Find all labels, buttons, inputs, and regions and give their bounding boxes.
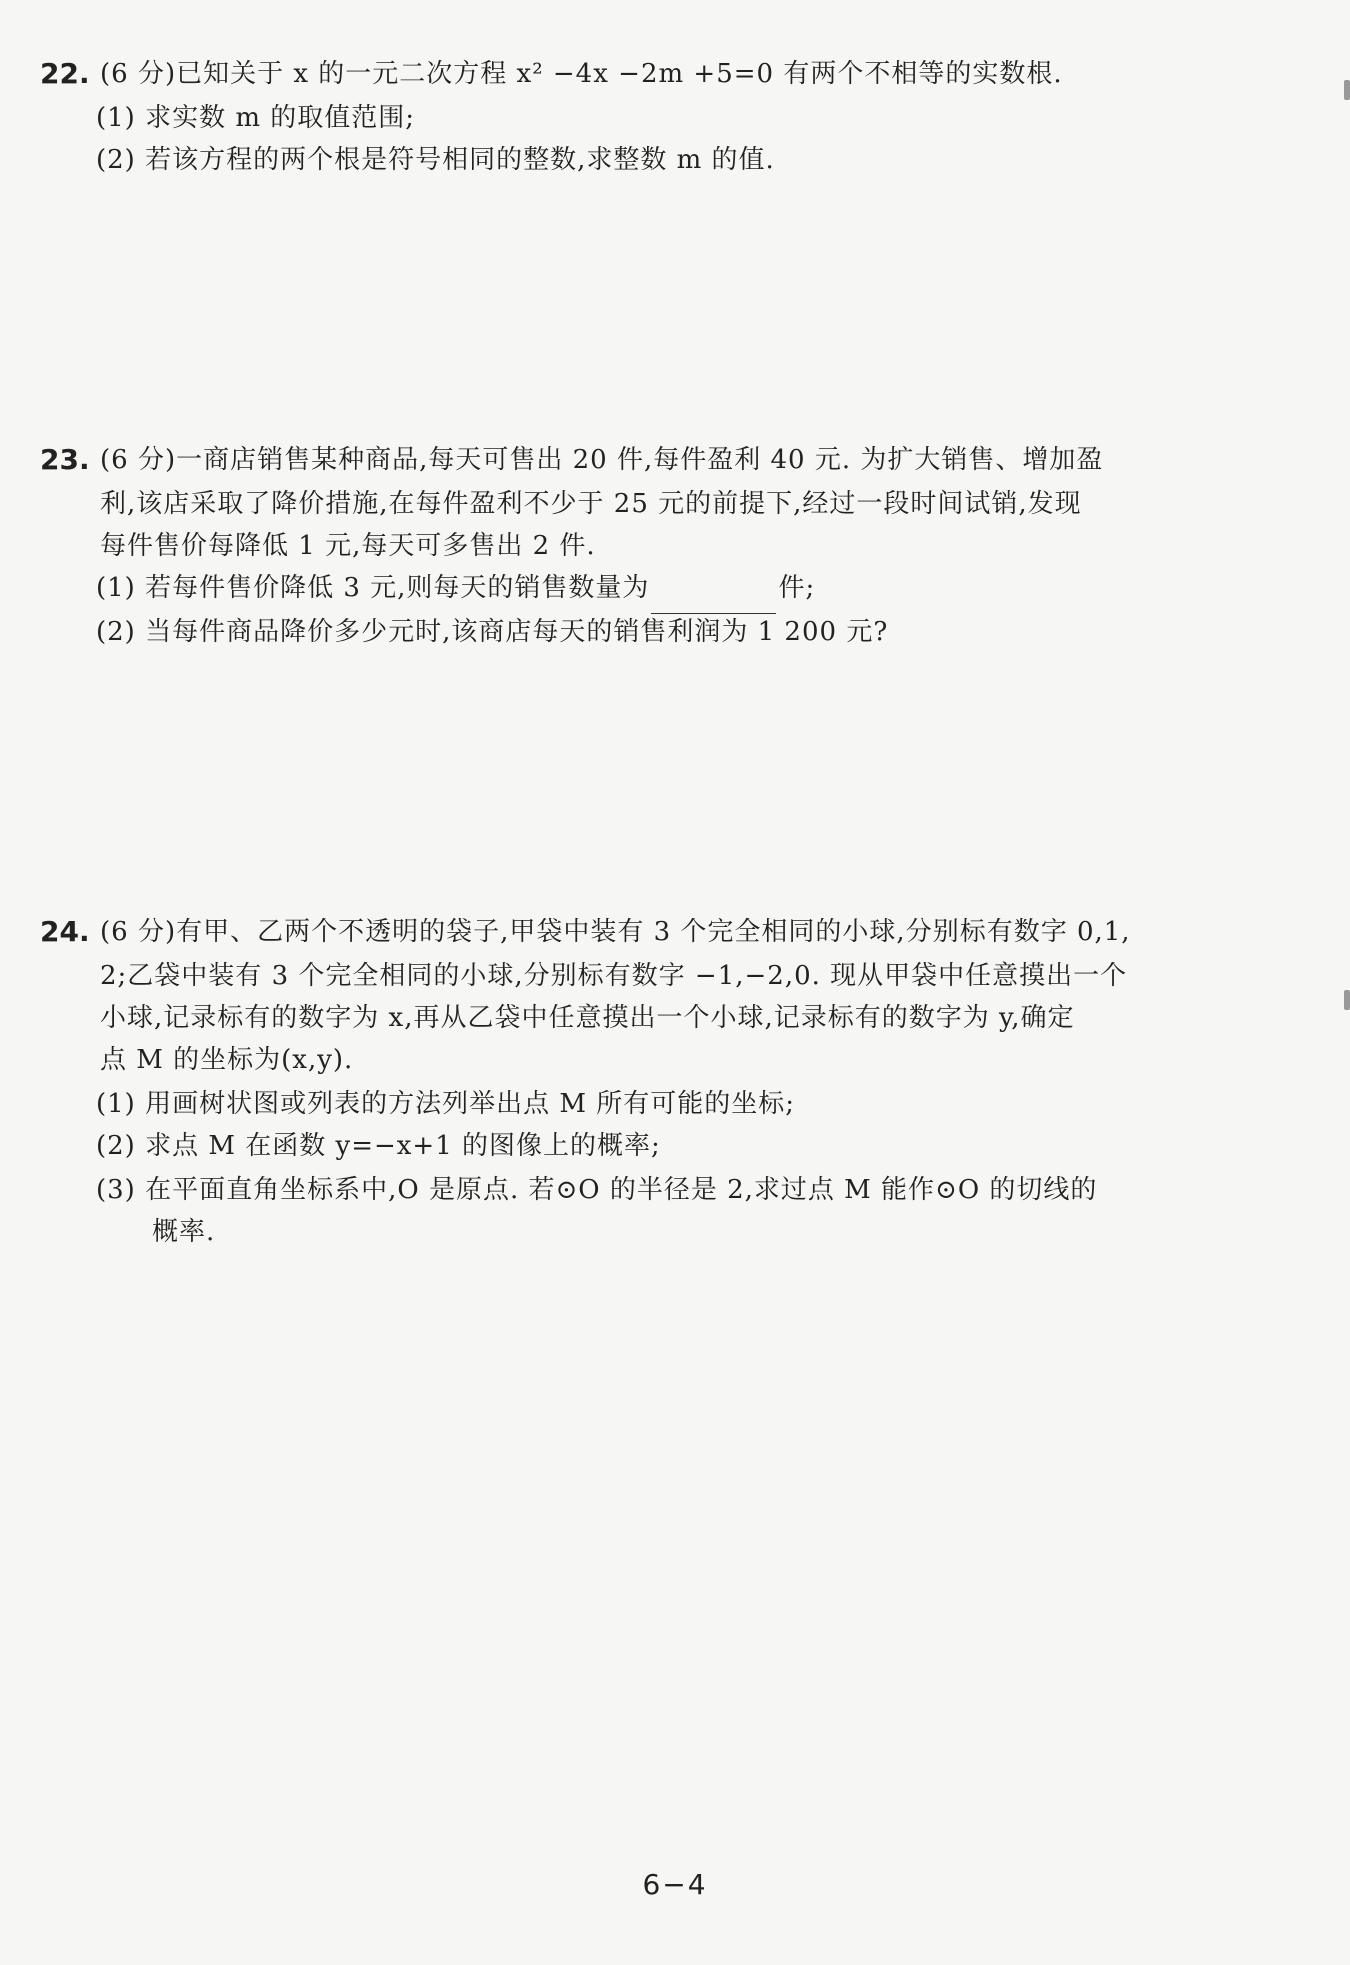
problem-number: 24. xyxy=(40,915,90,948)
problem-part: (1) 用画树状图或列表的方法列举出点 M 所有可能的坐标; xyxy=(96,1089,796,1119)
problem-part: (2) 若该方程的两个根是符号相同的整数,求整数 m 的值. xyxy=(96,145,775,175)
problem-part: (2) 求点 M 在函数 y=−x+1 的图像上的概率; xyxy=(96,1131,661,1161)
problem-text: 2;乙袋中装有 3 个完全相同的小球,分别标有数字 −1,−2,0. 现从甲袋中任意摸出一个 xyxy=(100,961,1128,991)
binding-edge-mark xyxy=(1344,990,1350,1010)
problem-number: 23. xyxy=(40,443,90,476)
part-text-suffix: 件; xyxy=(778,573,816,603)
page-number: 6−4 xyxy=(642,1868,708,1901)
problem-text: (6 分)已知关于 x 的一元二次方程 x² −4x −2m +5=0 有两个不相等的实数根. xyxy=(100,59,1063,89)
problem-number: 22. xyxy=(40,57,90,90)
problem-text: (6 分)有甲、乙两个不透明的袋子,甲袋中装有 3 个完全相同的小球,分别标有数字 0,1, xyxy=(100,917,1131,947)
problem-text: 每件售价每降低 1 元,每天可多售出 2 件. xyxy=(100,531,596,561)
problem-part: (2) 当每件商品降价多少元时,该商店每天的销售利润为 1 200 元? xyxy=(96,617,889,647)
problem-text: 点 M 的坐标为(x,y). xyxy=(100,1045,354,1075)
problem-part-continued: 概率. xyxy=(152,1217,216,1247)
binding-edge-mark xyxy=(1344,80,1350,100)
part-text: (1) 若每件售价降低 3 元,则每天的销售数量为 xyxy=(96,573,650,603)
problem-text: (6 分)一商店销售某种商品,每天可售出 20 件,每件盈利 40 元. 为扩大销售、增加盈 xyxy=(100,445,1104,475)
problem-text: 小球,记录标有的数字为 x,再从乙袋中任意摸出一个小球,记录标有的数字为 y,确定 xyxy=(100,1003,1075,1033)
problem-text: 利,该店采取了降价措施,在每件盈利不少于 25 元的前提下,经过一段时间试销,发现 xyxy=(100,489,1082,519)
problem-part: (1) 求实数 m 的取值范围; xyxy=(96,103,416,133)
problem-part: (3) 在平面直角坐标系中,O 是原点. 若⊙O 的半径是 2,求过点 M 能作⊙O 的切线的 xyxy=(96,1175,1098,1205)
